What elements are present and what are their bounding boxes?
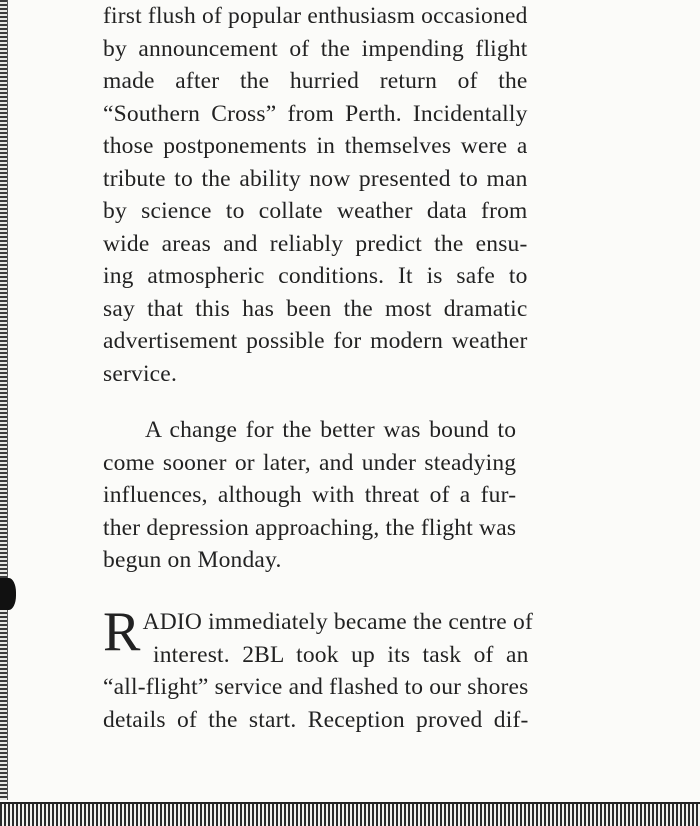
text-line: come sooner or later, and under steadying: [103, 449, 517, 476]
paragraph-3: [103, 601, 533, 736]
ink-blot: [0, 578, 16, 610]
text-line: ing atmospheric conditions. It is safe to: [103, 263, 528, 289]
text-line: “all-flight” service and flashed to our shores: [103, 674, 529, 700]
bottom-border-rule: [0, 802, 700, 826]
text-line: A change for the better was bound to: [145, 417, 517, 443]
left-column-rule: [0, 0, 8, 800]
text-line: wide areas and reliably predict the ensu-: [103, 230, 528, 257]
text-line: those postponements in themselves were a: [103, 133, 528, 159]
text-line: “Southern Cross” from Perth. Incidentally: [103, 100, 528, 127]
text-line: by announcement of the impending flight: [103, 35, 528, 62]
text-line: details of the start. Reception proved dif-: [103, 706, 529, 733]
text-line: interest. 2BL took up its task of an: [153, 641, 529, 668]
text-line: by science to collate weather data from: [103, 198, 528, 224]
text-line: begun on Monday.: [103, 547, 282, 573]
text-line: service.: [103, 360, 178, 387]
paragraph-1: [103, 0, 528, 390]
text-line: ADIO immediately became the centre of: [142, 609, 533, 635]
text-line: tribute to the ability now presented to man: [103, 165, 528, 192]
text-line: influences, although with threat of a fur-: [103, 482, 517, 508]
text-line: say that this has been the most dramatic: [103, 295, 528, 322]
text-line: ther depression approaching, the flight was: [103, 514, 517, 541]
drop-cap: R: [103, 601, 141, 663]
text-line: advertisement possible for modern weather: [103, 328, 528, 354]
text-line: made after the hurried return of the: [103, 68, 528, 94]
paragraph-2: [103, 414, 516, 577]
text-line: first flush of popular enthusiasm occasioned: [103, 3, 528, 29]
